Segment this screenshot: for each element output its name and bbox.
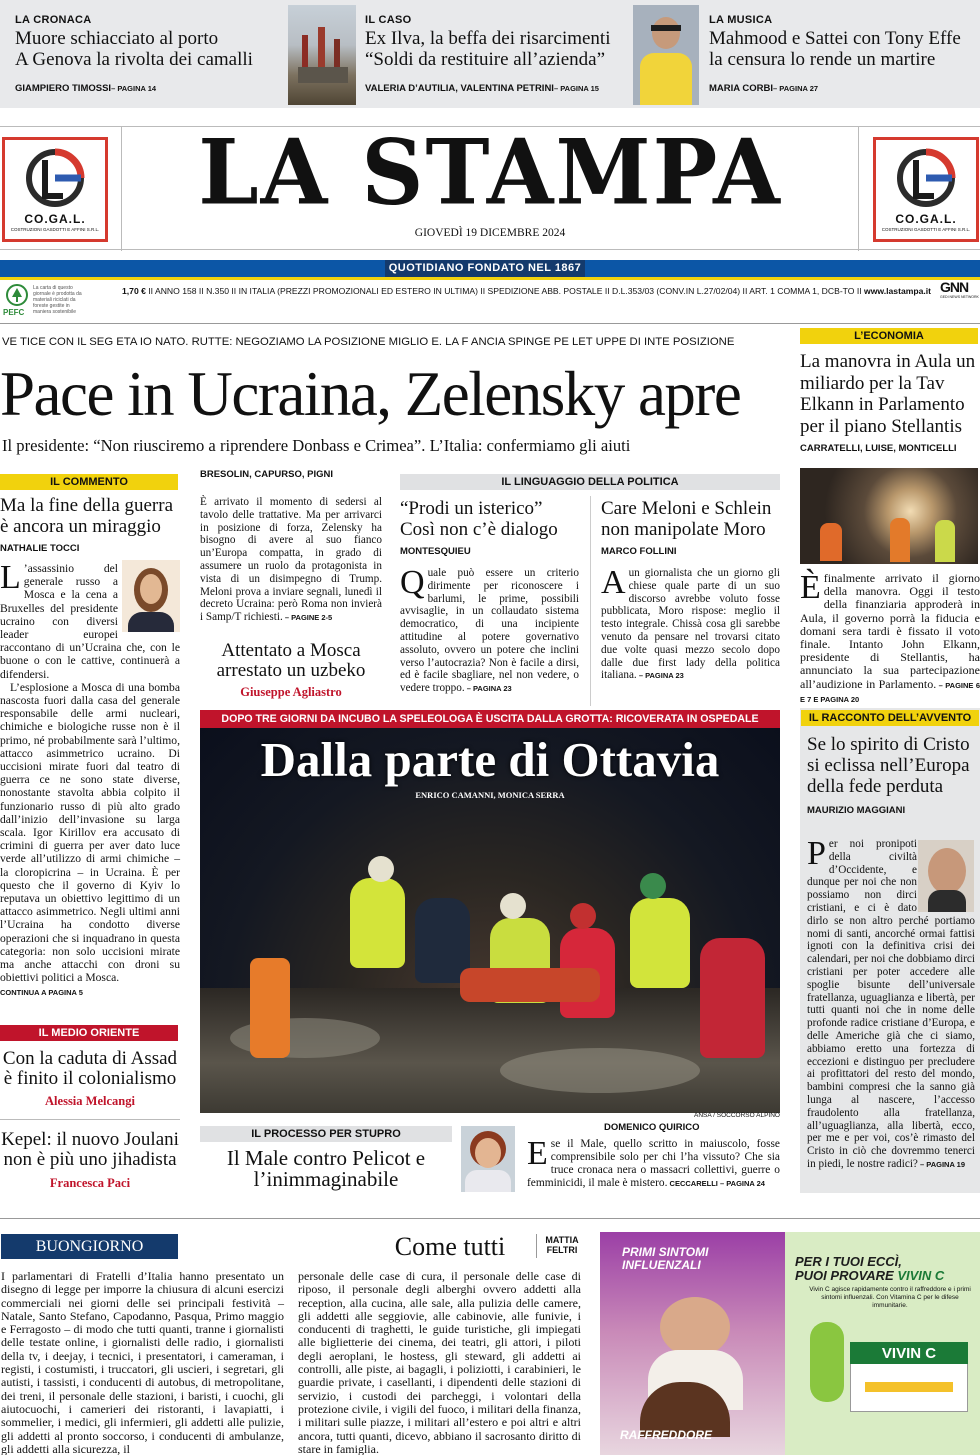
processo-box[interactable] xyxy=(200,1126,452,1190)
center-page-ref: – PAGINE 2-5 xyxy=(282,613,333,623)
founded-text: QUOTIDIANO FONDATO NEL 1867 xyxy=(388,262,582,274)
kepel-title: Kepel: il nuovo Joulani non è più uno jihadista xyxy=(1,1129,179,1170)
pefc-logo xyxy=(3,284,31,318)
economia-box[interactable] xyxy=(800,328,980,703)
ottavia-photo-credit: ANSA / SOCCORSO ALPINO xyxy=(694,1112,780,1119)
economia-title: La manovra in Aula un miliardo per la Tav Elkann in Parlamento per il piano Stellantis xyxy=(800,351,976,437)
cogal-logo-text: CO.GA.L. xyxy=(895,212,957,226)
lead-subhead: Il presidente: “Non riusciremo a riprendere Donbass e Crimea”. L’Italia: confermiamo gli aiuti xyxy=(2,436,631,455)
avvento-page-ref: – PAGINA 19 xyxy=(917,1159,966,1169)
commento-author-photo xyxy=(122,560,180,632)
linguaggio-a-dropcap: Q xyxy=(400,564,425,601)
teaser-musica[interactable] xyxy=(709,14,977,95)
teaser-title: Muore schiacciato al porto xyxy=(15,28,219,49)
avvento-tag: IL RACCONTO DELL’AVVENTO xyxy=(801,710,979,726)
commento-author: NATHALIE TOCCI xyxy=(0,543,80,554)
quirico-author: DOMENICO QUIRICO xyxy=(604,1122,700,1133)
center-news[interactable] xyxy=(200,469,382,700)
quirico-text-block[interactable] xyxy=(527,1122,780,1190)
commento-continua[interactable]: CONTINUA A PAGINA 5 xyxy=(0,987,83,997)
buongiorno-col1: I parlamentari di Fratelli d’Italia hanno presentato un disegno di legge per imporre la chiusura di alcuni esercizi commerciali nei giorni delle sei principali festività – Natale, Santo Stefano, Capodanno, Pasqua, Primo maggio e Ferragosto – di modo che tutti quanti, tranne i giornalisti delle testate online, i giornalisti delle radio, i giornalisti della tv, i deejay, i tecnici, i presentatori, i cameraman, i registi, i costumisti, i truccatori, gli uscieri, i segretari, gli autisti, i tassisti, i conducenti di autobus, di metropolitane, dei treni, il personale delle stazioni, i baristi, i cuochi, gli aiutocuochi, i camerieri dei ristoranti, i lavapiatti, i sommelier, i medici, gli infermieri, gli addetti alle pulizie, gli addetti al pronto soccorso, i conducenti di ambulanze, gli addetti alla sicurezza, il xyxy=(1,1269,284,1455)
teaser-title-2: la censura lo rende un martire xyxy=(709,48,936,70)
info-divider xyxy=(0,323,980,324)
pefc-tree-icon xyxy=(3,284,31,308)
avvento-dropcap: P xyxy=(807,835,826,872)
avvento-box[interactable] xyxy=(800,708,980,1193)
linguaggio-b-title: Care Meloni e Schlein non manipolate Moro xyxy=(601,498,772,540)
teaser-page-ref: – PAGINA 14 xyxy=(111,84,157,94)
vivinc-ad[interactable] xyxy=(600,1232,980,1455)
price: 1,70 € xyxy=(122,286,146,296)
avvento-author: MAURIZIO MAGGIANI xyxy=(807,805,906,816)
center-author: Giuseppe Agliastro xyxy=(240,684,342,699)
medio-oriente-box[interactable] xyxy=(0,1025,180,1191)
teaser-cronaca[interactable] xyxy=(15,14,285,95)
teaser-page-ref: – PAGINA 27 xyxy=(773,84,819,94)
cogal-logo-sub: COSTRUZIONI GASDOTTI E AFFINI S.R.L. xyxy=(10,227,100,232)
medio-oriente-tag: IL MEDIO ORIENTE xyxy=(0,1025,178,1041)
linguaggio-box[interactable] xyxy=(400,474,780,710)
masthead-title[interactable]: LA STAMPA xyxy=(198,119,782,226)
linguaggio-b-author: MARCO FOLLINI xyxy=(601,546,677,557)
ad-left-1: PRIMI SINTOMI xyxy=(622,1245,709,1259)
teaser-byline: VALERIA D’AUTILIA, VALENTINA PETRINI xyxy=(365,83,554,95)
cogal-logo-left xyxy=(2,137,108,242)
linguaggio-a-author: MONTESQUIEU xyxy=(400,546,471,557)
teaser-caso[interactable] xyxy=(365,14,627,95)
site-link[interactable]: www.lastampa.it xyxy=(864,286,932,296)
founded-strip xyxy=(0,260,980,277)
teaser-page-ref: – PAGINA 15 xyxy=(553,84,599,94)
avvento-text: Per noi pronipoti della civiltà d’Occidente, e dunque per noi che non possiamo non dirci cristiani, e ci è dato dirlo se non altro perché portiamo nomi di santi, ancorché ormai fattisi ignoti con la definitiva crisi dei calendari, per noi che dobbiamo dirci cristiani per poter accedere alle spoglie bisunte dell’universale fratellanza, uguaglianza e libertà, per tutti quanti noi che in nome delle profonde radice cristiane d’Europa, e delle Americhe già che ci siamo, abbiamo eretto una fortezza di eccezioni e distinguo per precludere ai profittatori del resto del mondo, bambini compresi che la sanno già lunga al nascere, l’accesso fraudolento alla fratellanza, all’uguaglianza, alla libertà, ecco, per me e per voi, cos’è rimasto del Cristo in ciò che dovremmo tenerci in piedi, le nostre radici? – PAGINA 19 xyxy=(807,835,975,1170)
ad-claim: Vivin C agisce rapidamente contro il raffreddore e i primi sintomi influenzali. Con Vitamina C per le difese immunitarie. xyxy=(809,1286,971,1309)
commento-p1: L ’assassinio del generale russo a Mosca e la cena a Bruxelles del presidente ucraino con diversi leader europei raccontano di un’Ucraina che, con le buone o con le cattive, continuerà a difendersi. xyxy=(0,559,180,681)
teaser-kicker: LA MUSICA xyxy=(709,14,773,26)
info-text: II ANNO 158 II N.350 II IN ITALIA (PREZZI PROMOZIONALI ED ESTERO IN ULTIMA) II SPEDIZIONE ABB. POSTALE II D.L.353/03 (CONV.IN L.27/02/04) II ART. 1 COMMA 1, DCB-TO II xyxy=(145,286,865,296)
lead-overline: VE TICE CON IL SEG ETA IO NATO. RUTTE: NEGOZIAMO LA POSIZIONE MIGLIO E. LA F ANCIA SPINGE PE LET UPPE DI INTE POSIZIONE xyxy=(2,336,735,348)
teaser-musica-photo xyxy=(633,5,699,105)
cogal-logo-right xyxy=(873,137,979,242)
economia-tag: L’ECONOMIA xyxy=(800,328,978,344)
center-title: Attentato a Mosca arrestato un uzbeko xyxy=(216,639,366,681)
ad-right-2: PUOI PROVARE VIVIN C xyxy=(795,1268,945,1283)
ottavia-headline[interactable]: Dalla parte di Ottavia xyxy=(260,732,720,787)
lead-headline[interactable]: Pace in Ucraina, Zelensky apre xyxy=(0,359,741,429)
quirico-text: Ese il Male, quello scritto in maiuscolo, fosse comprensibile solo per chi l’ha vissuto? Che sia truce cronaca nera o massacri collettivi, guerre o femminicidi, il male è mistero. CECCARELLI – PAGINA 24 xyxy=(527,1135,780,1189)
linguaggio-b-dropcap: A xyxy=(601,564,626,601)
buongiorno-rule xyxy=(536,1234,537,1258)
buongiorno-col2: personale delle case di cura, il personale delle case di riposo, il personale degli alberghi ovvero addetti alla reception, alla cucina, alle sale, alla pulizia delle camere, gli addetti alle seggiovie, alle cabinovie, alle funivie, i conducenti di traghetti, le guide turistiche, gli impiegati alle biglietterie dei cinema, dei teatri, gli attori, i piloti degli aeroplani, le hostess, gli steward, gli addetti ai controlli, alle piste, ai bagagli, i poliziotti, i carabinieri, le guardie private, i casellanti, i dipendenti delle stazioni di servizio, i custodi dei parcheggi, i volontari della protezione civile, i vigili del fuoco, i militari della finanza, i militari sulle piazze, i militari all’estero e poi altri e altri ancora, tutti quanti, dicevo, abbiano il sacrosanto diritto di stare in famiglia. xyxy=(298,1269,581,1455)
kepel-author: Francesca Paci xyxy=(49,1176,131,1190)
info-line xyxy=(122,286,932,296)
center-text: È arrivato il momento di sedersi al tavolo delle trattative. Ma per arrivarci in posizione di forza, Zelensky ha bisogno di avere al suo fianco un’Europa compatta, in grado di assumere un ruolo da protagonista in vista di un disimpegno di Trump. Meloni prova a inviare segnali, lunedì il decreto Ucraina: però Roma non invierà i Samp/T richiesti. – PAGINE 2-5 xyxy=(200,496,382,624)
economia-photo xyxy=(800,468,978,564)
linguaggio-a-text: Quale può essere un criterio dirimente per riconoscere i barlumi, le prime, possibili avvisaglie, in un collaudato sistema democratico, di una incipiente attitudine al potere governativo assoluto, ovvero un potere che inclini verso l’autocrazia? Non è facile a dirsi, ed è facile sbagliare, nel non vedere, o vedere troppo. – PAGINA 23 xyxy=(400,564,579,695)
buongiorno-author: MATTIA FELTRI xyxy=(545,1235,579,1255)
processo-title: Il Male contro Pelicot e l’inimmaginabile xyxy=(226,1146,426,1191)
gnn-text: GNN xyxy=(940,279,969,295)
gnn-logo xyxy=(940,279,980,299)
teaser-kicker: LA CRONACA xyxy=(15,14,92,26)
linguaggio-a-title: “Prodi un isterico” Così non c’è dialogo xyxy=(400,498,558,540)
pefc-note: La carta di questo giornale è prodotta da materiali riciclati da foreste gestite in maniera sostenibile xyxy=(33,285,82,315)
teaser-byline: MARIA CORBI xyxy=(709,83,774,95)
teaser-title-2: A Genova la rivolta dei camalli xyxy=(15,48,253,70)
linguaggio-a-page-ref: – PAGINA 23 xyxy=(464,684,512,694)
commento-tag: IL COMMENTO xyxy=(0,474,178,490)
avvento-title: Se lo spirito di Cristo si eclissa nell’Europa della fede perduta xyxy=(807,734,970,797)
medio-oriente-author: Alessia Melcangi xyxy=(45,1094,135,1108)
teaser-ilva-photo xyxy=(288,5,356,105)
economia-byline: CARRATELLI, LUISE, MONTICELLI xyxy=(800,443,957,454)
cogal-logo-icon xyxy=(5,144,105,214)
pefc-text: PEFC xyxy=(3,308,25,317)
teaser-title: Ex Ilva, la beffa dei risarcimenti xyxy=(365,28,611,49)
linguaggio-b-text: Aun giornalista che un giorno gli chiese quale parte di un suo discorso avrebbe voluto fosse pubblicata, Moro rispose: meglio il testo integrale. Chissà cosa gli sarebbe venuto da pensare nel trovarsi citato due volte quasi mezzo secolo dopo dalle due first lady della politica italiana. – PAGINA 23 xyxy=(601,564,780,682)
economia-dropcap: È xyxy=(800,569,821,606)
linguaggio-b-page-ref: – PAGINA 23 xyxy=(636,671,684,681)
ad-left-2: INFLUENZALI xyxy=(622,1258,701,1272)
teaser-kicker: IL CASO xyxy=(365,14,412,26)
medio-oriente-title: Con la caduta di Assad è finito il colonialismo xyxy=(2,1048,178,1089)
commento-dropcap: L xyxy=(0,559,21,596)
masthead-date: GIOVEDÌ 19 DICEMBRE 2024 xyxy=(414,227,566,239)
ad-bottom: RAFFREDDORE xyxy=(620,1428,712,1442)
teaser-title-2: “Soldi da restituire all’azienda” xyxy=(365,48,606,70)
economia-page-ref: – PAGINE 6 E 7 E PAGINA 20 xyxy=(800,680,980,704)
ad-right-1: PER I TUOI ECCÌ, xyxy=(795,1254,902,1269)
center-byline: BRESOLIN, CAPURSO, PIGNI xyxy=(200,469,334,480)
teaser-title: Mahmood e Sattei con Tony Effe xyxy=(709,28,961,49)
processo-tag: IL PROCESSO PER STUPRO xyxy=(200,1126,452,1142)
linguaggio-tag: IL LINGUAGGIO DELLA POLITICA xyxy=(400,474,780,490)
buongiorno-tag: BUONGIORNO xyxy=(1,1234,178,1259)
cogal-logo-icon xyxy=(876,144,976,214)
buongiorno-title[interactable]: Come tutti xyxy=(394,1232,506,1261)
economia-text: È finalmente arrivato il giorno della manovra. Oggi il testo della finanziaria approderà in Aula, il governo porrà la fiducia e domani sera tardi è fissato il voto finale. Intanto John Elkann, presidente di Stellantis, ha annunciato la sua partecipazione all’audizione in Parlamento. – PAGINE 6 E 7 E PAGINA 20 xyxy=(800,569,980,704)
ad-pack: VIVIN C xyxy=(881,1345,937,1362)
quirico-page-ref: CECCARELLI – PAGINA 24 xyxy=(667,1179,765,1188)
quirico-dropcap: E xyxy=(527,1135,548,1172)
commento-title: Ma la fine della guerra è ancora un miraggio xyxy=(0,495,174,537)
ottavia-byline: ENRICO CAMANNI, MONICA SERRA xyxy=(415,790,565,800)
ottavia-banner: DOPO TRE GIORNI DA INCUBO LA SPELEOLOGA È USCITA DALLA GROTTA: RICOVERATA IN OSPEDALE xyxy=(200,710,780,728)
bottom-divider xyxy=(0,1218,980,1219)
ad-brand: VIVIN C xyxy=(897,1268,945,1283)
cogal-logo-text: CO.GA.L. xyxy=(24,212,86,226)
teaser-byline: GIAMPIERO TIMOSSI xyxy=(15,83,112,95)
gnn-sub: GEDI NEWS NETWORK xyxy=(940,295,979,299)
pelicot-photo xyxy=(461,1126,515,1192)
commento-p2: L’esplosione a Mosca di una bomba nascosta fuori dalla casa del generale responsabile delle armi nucleari, chimiche e biologiche russe non è il primo, né probabilmente sarà l’ultimo, attacco asimmetrico ucraino. Di uccisioni mirate fuori dal teatro di guerra ce ne sono state diverse, nonostante stavolta abbia colpito il funzionario russo di più alto grado dall’inizio dell’invasione su larga scala. Igor Kirillov era accusato di crimini di guerra per aver dato luce verde all’utilizzo di armi chimiche – la cloropicrina – in Ucraina. È per questo che il governo di Kyiv lo reputava un obiettivo legittimo di un attacco asimmetrico. Negli ultimi anni l’Ucraina ha condotto diverse operazioni che si inquadrano in questa categoria: non solo uccisioni mirate ma anche attacchi con droni su obiettivi politici a Mosca. xyxy=(0,680,180,985)
commento-box[interactable] xyxy=(0,474,180,997)
cogal-logo-sub: COSTRUZIONI GASDOTTI E AFFINI S.R.L. xyxy=(881,227,971,232)
